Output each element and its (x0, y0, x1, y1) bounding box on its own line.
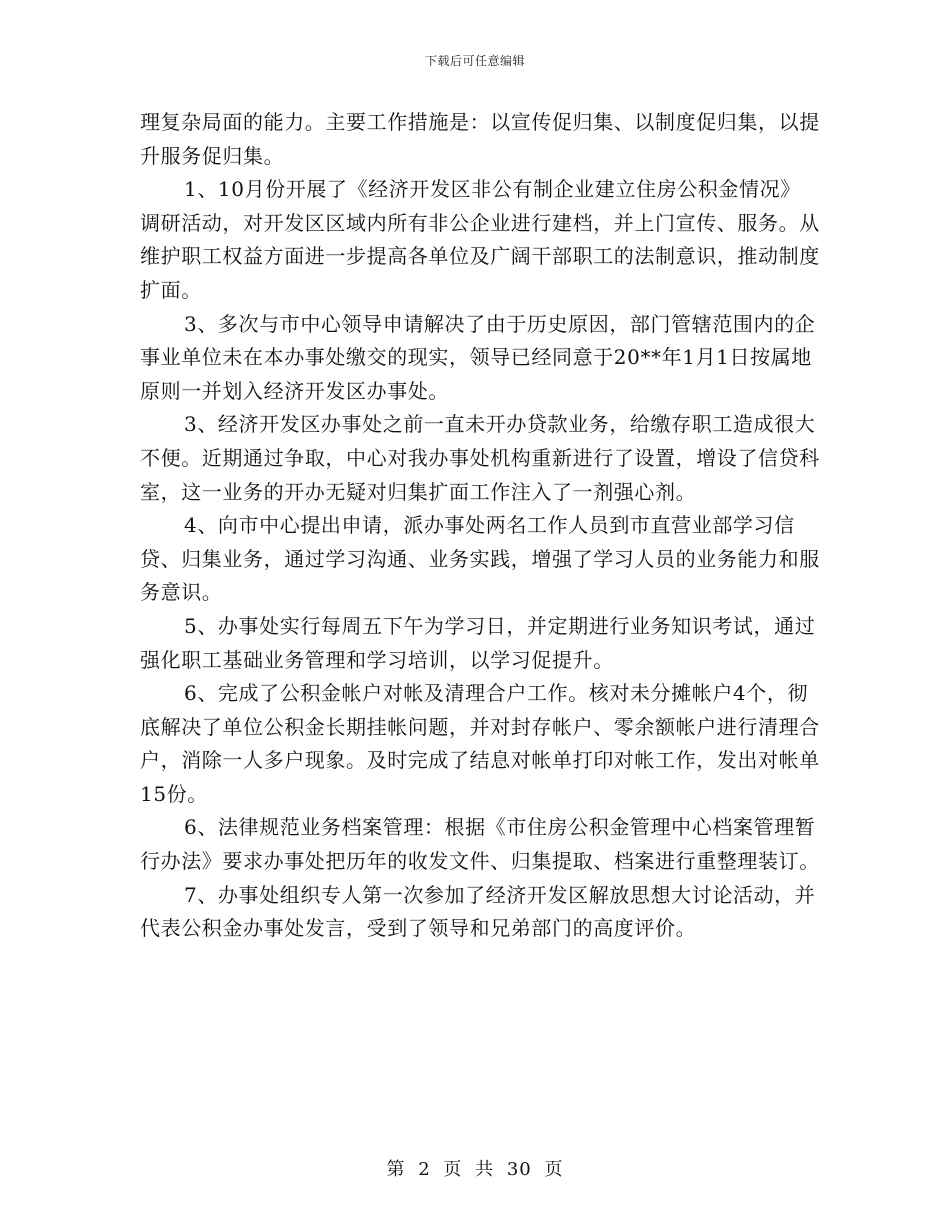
page-header: 下载后可任意编辑 (424, 54, 525, 68)
paragraph-8: 7、办事处组织专人第一次参加了经济开发区解放思想大讨论活动，并代表公积金办事处发言，受到了领导和兄弟部门的高度评价。 (140, 882, 816, 941)
paragraph-7: 6、法律规范业务档案管理：根据《市住房公积金管理中心档案管理暂行办法》要求办事处把历年的收发文件、归集提取、档案进行重整理装订。 (140, 815, 820, 874)
paragraph-2: 3、多次与市中心领导申请解决了由于历史原因，部门管辖范围内的企事业单位未在本办事处缴交的现实，领导已经同意于20**年1月1日按属地原则一并划入经济开发区办事处。 (140, 311, 816, 403)
paragraph-4: 4、向市中心提出申请，派办事处两名工作人员到市直营业部学习信贷、归集业务，通过学习沟通、业务实践，增强了学习人员的业务能力和服务意识。 (140, 513, 820, 605)
paragraph-1: 1、10月份开展了《经济开发区非公有制企业建立住房公积金情况》调研活动，对开发区区域内所有非公企业进行建档，并上门宣传、服务。从维护职工权益方面进一步提高各单位及广阔干部职工的法制意识，推动制度扩面。 (140, 177, 820, 302)
paragraph-0: 理复杂局面的能力。主要工作措施是：以宣传促归集、以制度促归集，以提升服务促归集。 (140, 110, 820, 168)
paragraph-5: 5、办事处实行每周五下午为学习日，并定期进行业务知识考试，通过强化职工基础业务管理和学习培训，以学习促提升。 (140, 613, 816, 672)
page-number: 第 2 页 共 30 页 (386, 1159, 564, 1180)
document-body (140, 106, 820, 946)
paragraph-3: 3、经济开发区办事处之前一直未开办贷款业务，给缴存职工造成很大不便。近期通过争取，中心对我办事处机构重新进行了设置，增设了信贷科室，这一业务的开办无疑对归集扩面工作注入了一剂强心剂。 (140, 412, 820, 504)
paragraph-6: 6、完成了公积金帐户对帐及清理合户工作。核对未分摊帐户4个，彻底解决了单位公积金长期挂帐问题，并对封存帐户、零余额帐户进行清理合户，消除一人多户现象。及时完成了结息对帐单打印对帐工作，发出对帐单15份。 (140, 681, 820, 806)
